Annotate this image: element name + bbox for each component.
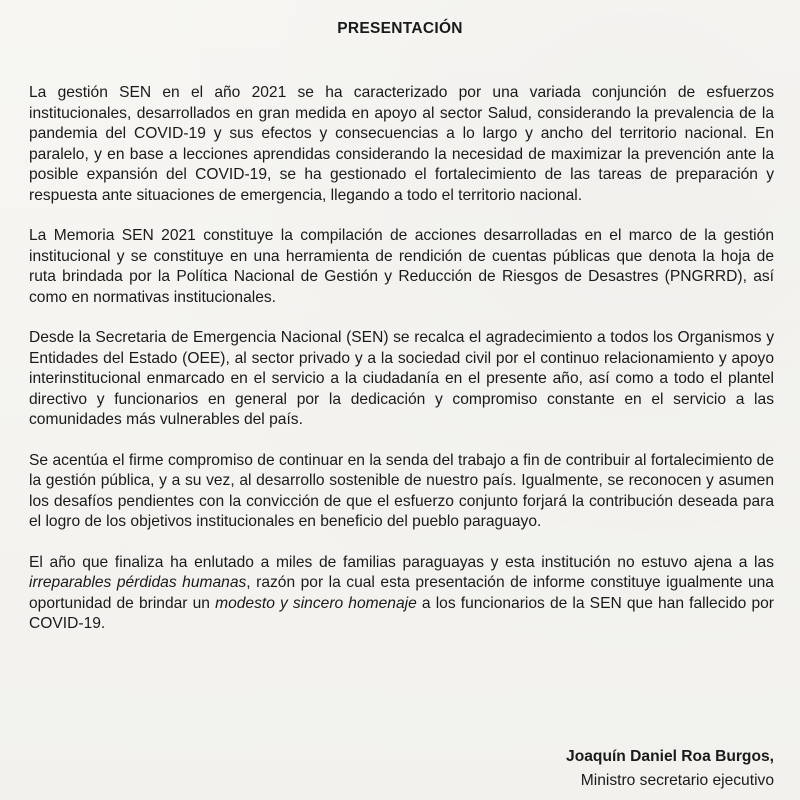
paragraph-4 [29,451,774,533]
page-title: PRESENTACIÓN [337,20,463,37]
paragraph-5-emphasis-losses: irreparables pérdidas humanas [29,574,247,591]
paragraph-1-text: La gestión SEN en el año 2021 se ha caracterizado por una variada conjunción de esfuerzos institucionales, desarrollados en gran medida en apoyo al sector Salud, considerando la prevalencia de la pandemia del COVID-19 y sus efectos y consecuencias a lo largo y ancho del territorio nacional. En paralelo, y en base a lecciones aprendidas considerando la necesidad de maximizar la prevención ante la posible expansión del COVID-19, se ha gestionado el fortalecimiento de las tareas de preparación y respuesta ante situaciones de emergencia, llegando a todo el territorio nacional. [29,84,774,204]
document-body [29,83,774,655]
paragraph-2-text: La Memoria SEN 2021 constituye la compilación de acciones desarrolladas en el marco de la gestión institucional y se constituye en una herramienta de rendición de cuentas públicas que denota la hoja de ruta brindada por la Política Nacional de Gestión y Reducción de Riesgos de Desastres (PNGRRD), así como en normativas institucionales. [29,227,774,306]
paragraph-5 [29,553,774,635]
paragraph-3-text: Desde la Secretaria de Emergencia Nacional (SEN) se recalca el agradecimiento a todos los Organismos y Entidades del Estado (OEE), al sector privado y a la sociedad civil por el continuo relacionamiento y apoyo interinstitucional enmarcado en el servicio a la ciudadanía en el presente año, así como a todo el plantel directivo y funcionarios en general por la dedicación y compromiso constante en el servicio a las comunidades más vulnerables del país. [29,329,774,428]
paragraph-4-text: Se acentúa el firme compromiso de continuar en la senda del trabajo a fin de contribuir al fortalecimiento de la gestión pública, y a su vez, al desarrollo sostenible de nuestro país. Igualmente, se reconocen y asumen los desafíos pendientes con la convicción de que el esfuerzo conjunto forjará la contribución deseada para el logro de los objetivos institucionales en beneficio del pueblo paraguayo. [29,451,774,530]
paragraph-5-emphasis-tribute: modesto y sincero homenaje [215,594,417,612]
paragraph-2 [29,226,774,308]
paragraph-1 [29,83,774,206]
paragraph-3 [29,328,774,431]
signature-block [566,745,774,793]
paragraph-5-text-b: , razón por la cual esta presentación de informe constituye igualmente una oportunidad de brindar un [29,574,774,612]
signatory-role: Ministro secretario ejecutivo [580,772,774,789]
signatory-name: Joaquín Daniel Roa Burgos, [566,748,774,765]
paragraph-5-text-a: El año que finaliza ha enlutado a miles de familias paraguayas y esta institución no estuvo ajena a las [29,553,774,571]
paragraph-5-text-c: a los funcionarios de la SEN que han fallecido por COVID-19. [29,594,774,632]
